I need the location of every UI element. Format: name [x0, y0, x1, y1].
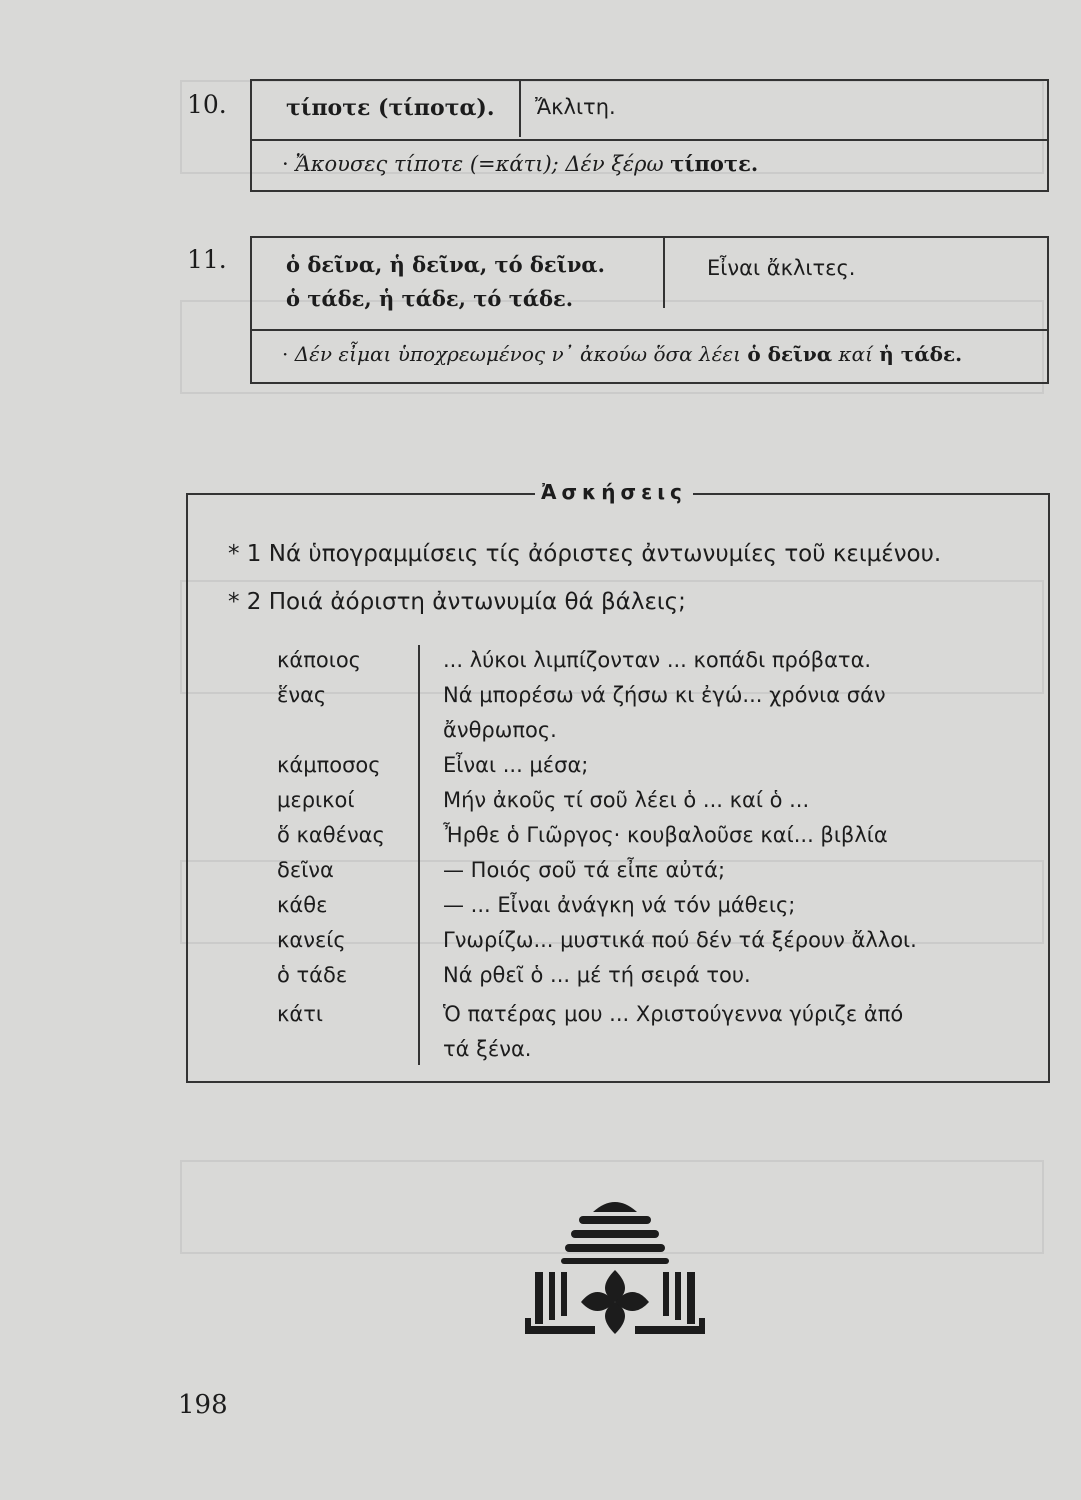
word-o-tade: ὁ τάδε	[277, 963, 348, 987]
temple-ornament-icon	[505, 1192, 725, 1352]
sentence-2: Νά μπορέσω νά ζήσω κι ἐγώ... χρόνια σάν	[443, 683, 886, 707]
sentence-7: — ... Εἶναι ἀνάγκη νά τόν μάθεις;	[443, 893, 796, 917]
word-kamposos: κάμποσος	[277, 753, 381, 777]
sentence-8: Γνωρίζω... μυστικά πού δέν τά ξέρουν ἄλλοι.	[443, 928, 917, 952]
entry-11-box	[250, 236, 1049, 384]
sentence-6: — Ποιός σοῦ τά εἶπε αὐτά;	[443, 858, 726, 882]
word-kathenas: ὅ καθένας	[277, 823, 385, 847]
sentence-2-cont: ἄνθρωπος.	[443, 718, 557, 742]
word-kathe: κάθε	[277, 893, 328, 917]
entry-10-example: · Ἄκουσες τίποτε (=κάτι); Δέν ξέρω τίποτε.	[282, 151, 759, 176]
sentence-5: Ἦρθε ὁ Γιῶργος· κουβαλοῦσε καί... βιβλία	[443, 823, 888, 847]
entry-10-pronoun: τίποτε (τίποτα).	[286, 95, 495, 121]
sentence-10: Ὁ πατέρας μου ... Χριστούγεννα γύριζε ἀπό	[443, 1002, 904, 1026]
word-deina: δεῖνα	[277, 858, 334, 882]
word-kapoios: κάποιος	[277, 648, 361, 672]
entry-11-example: · Δέν εἶμαι ὑποχρεωμένος ν᾽ ἀκούω ὅσα λέει ὁ δεῖνα καί ἡ τάδε.	[282, 342, 963, 366]
entry-11-row-line	[252, 329, 1047, 331]
page-number: 198	[178, 1390, 228, 1420]
entry-10-note: Ἄκλιτη.	[535, 95, 616, 119]
sentence-4: Μήν ἀκοῦς τί σοῦ λέει ὁ ... καί ὁ ...	[443, 788, 810, 812]
word-merikoi: μερικοί	[277, 788, 355, 812]
sentence-3: Εἶναι ... μέσα;	[443, 753, 589, 777]
entry-11-note: Εἶναι ἄκλιτες.	[707, 256, 856, 280]
word-kaneis: κανείς	[277, 928, 346, 952]
exercise-2: * 2 Ποιά ἀόριστη ἀντωνυμία θά βάλεις;	[228, 589, 686, 615]
entry-10-number: 10.	[187, 90, 227, 119]
entry-11-pronoun-line2: ὁ τάδε, ἡ τάδε, τό τάδε.	[286, 286, 574, 311]
word-enas: ἕνας	[277, 683, 327, 707]
sentence-9: Νά ρθεῖ ὁ ... μέ τή σειρά του.	[443, 963, 751, 987]
exercises-title: Ἀσκήσεις	[535, 480, 693, 504]
entry-10-divider	[519, 81, 521, 137]
entry-10-row-line	[252, 139, 1047, 141]
entry-11-pronoun-line1: ὁ δεῖνα, ἡ δεῖνα, τό δεῖνα.	[286, 252, 605, 277]
entry-11-divider	[663, 238, 665, 308]
entry-10-box	[250, 79, 1049, 192]
sentence-10-cont: τά ξένα.	[443, 1037, 532, 1061]
word-kati: κάτι	[277, 1002, 323, 1026]
sentence-1: ... λύκοι λιμπίζονταν ... κοπάδι πρόβατα.	[443, 648, 872, 672]
entry-11-number: 11.	[187, 245, 227, 274]
exercise-1: * 1 Νά ὑπογραμμίσεις τίς ἀόριστες ἀντωνυμίες τοῦ κειμένου.	[228, 541, 942, 567]
exercise-column-divider	[418, 645, 420, 1065]
